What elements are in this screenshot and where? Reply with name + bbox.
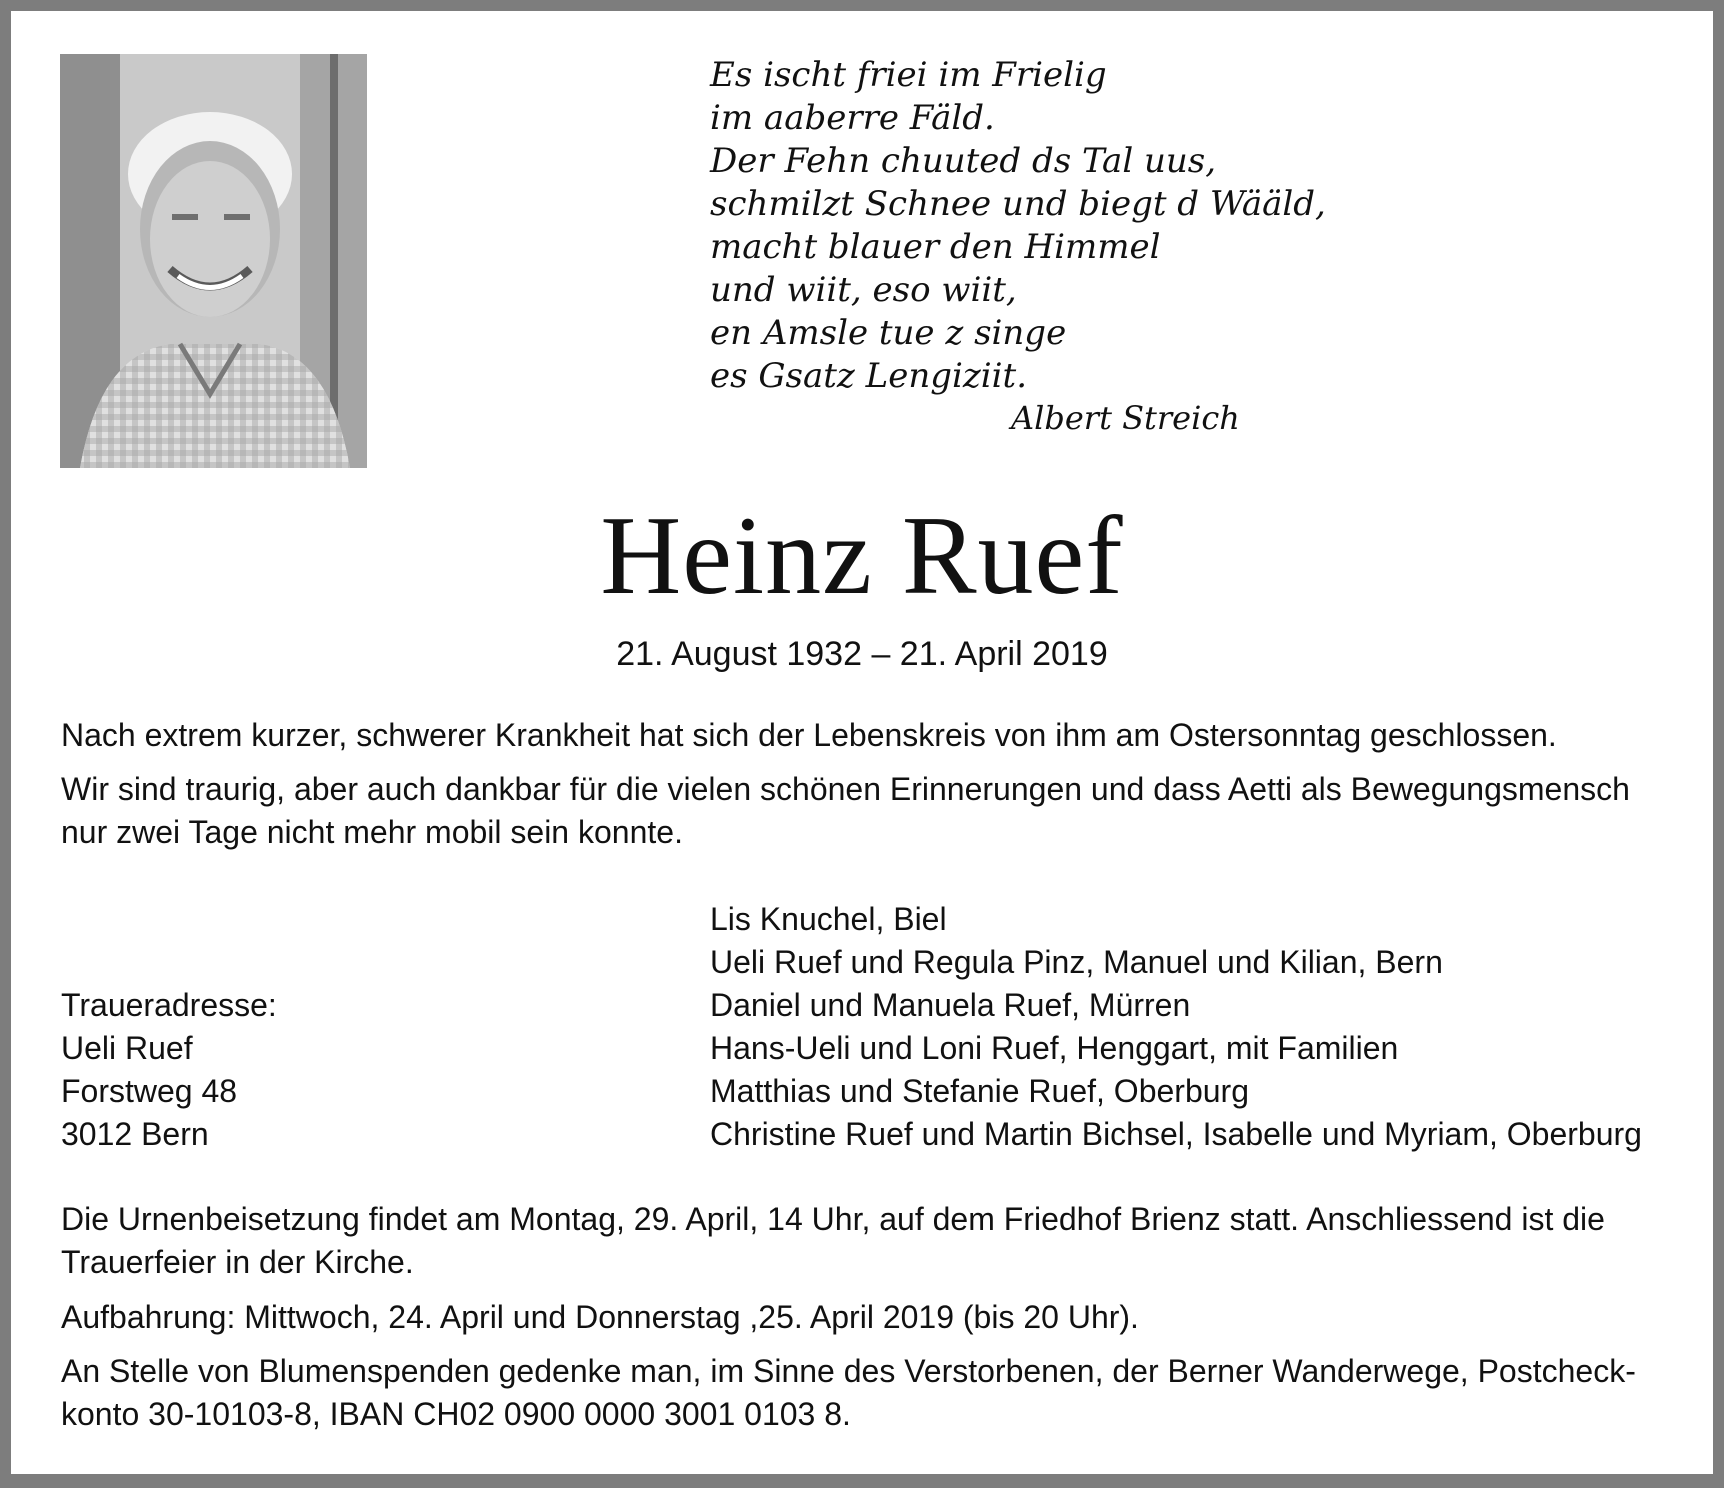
donation-info: An Stelle von Blumenspenden gedenke man, im Sinne des Verstorbenen, der Berner Wanderwege, Postcheckkonto 30-10103-8, IBAN CH02 0900 0000 3001 0103 8.: [61, 1353, 1636, 1432]
gratitude-paragraph: Wir sind traurig, aber auch dankbar für die vielen schönen Erinnerungen und dass Aetti als Bewegungsmensch nur zwei Tage nicht mehr mobil sein konnte.: [61, 771, 1630, 850]
poem: [710, 54, 1326, 398]
poem-line: macht blauer den Himmel: [710, 227, 1161, 267]
mourning-address: [61, 984, 277, 1156]
poem-line: im aaberre Fäld.: [710, 98, 995, 138]
obituary-page: [11, 11, 1713, 1474]
deceased-name: Heinz Ruef: [600, 494, 1124, 618]
poem-author: Albert Streich: [1011, 399, 1240, 437]
family-member: Lis Knuchel, Biel: [710, 901, 947, 937]
family-list: [710, 898, 1642, 1156]
poem-line: en Amsle tue z singe: [710, 313, 1067, 353]
family-member: Ueli Ruef und Regula Pinz, Manuel und Kilian, Bern: [710, 944, 1443, 980]
family-member: Daniel und Manuela Ruef, Mürren: [710, 987, 1191, 1023]
address-label: Traueradresse:: [61, 987, 277, 1023]
poem-line: Es ischt friei im Frielig: [710, 55, 1107, 95]
burial-info: Die Urnenbeisetzung findet am Montag, 29. April, 14 Uhr, auf dem Friedhof Brienz statt. Anschliessend ist die Trauerfeier in der Kirche.: [61, 1201, 1605, 1280]
family-member: Christine Ruef und Martin Bichsel, Isabelle und Myriam, Oberburg: [710, 1116, 1642, 1152]
announcement-paragraph: Nach extrem kurzer, schwerer Krankheit hat sich der Lebenskreis von ihm am Ostersonntag geschlossen.: [61, 717, 1557, 753]
life-dates: 21. August 1932 – 21. April 2019: [616, 635, 1108, 673]
poem-line: schmilzt Schnee und biegt d Wääld,: [710, 184, 1326, 224]
viewing-info: Aufbahrung: Mittwoch, 24. April und Donnerstag ,25. April 2019 (bis 20 Uhr).: [61, 1299, 1139, 1335]
family-member: Hans-Ueli und Loni Ruef, Henggart, mit Familien: [710, 1030, 1399, 1066]
poem-line: Der Fehn chuuted ds Tal uus,: [710, 141, 1217, 181]
address-line: Forstweg 48: [61, 1073, 238, 1109]
poem-line: und wiit, eso wiit,: [710, 270, 1017, 310]
address-line: 3012 Bern: [61, 1116, 209, 1152]
poem-line: es Gsatz Lengiziit.: [710, 356, 1028, 396]
family-member: Matthias und Stefanie Ruef, Oberburg: [710, 1073, 1249, 1109]
address-line: Ueli Ruef: [61, 1030, 193, 1066]
portrait-photo: [60, 54, 367, 468]
